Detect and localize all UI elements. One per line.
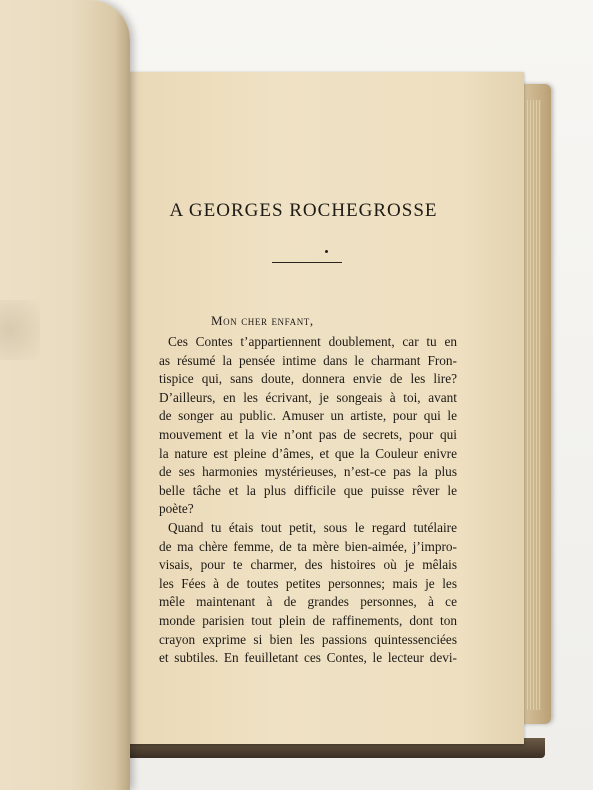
text-line: de ses harmonies mystérieuses, n’est-ce pas la plus: [159, 464, 457, 480]
facing-page-shadow: [0, 300, 40, 360]
text-line: belle tâche et la plus difficile que puisse rêver le: [159, 482, 457, 498]
page-stack-edge: [527, 100, 541, 710]
ornament-dot: [325, 250, 328, 253]
facing-page: [0, 0, 130, 790]
text-line: Ces Contes t’appartiennent doublement, car tu en: [168, 334, 457, 349]
text-line: tispice qui, sans doute, donnera envie de les lire?: [159, 371, 457, 387]
text-line: mêle maintenant à de grandes personnes, à ce: [159, 594, 457, 610]
salutation: Mon cher enfant,: [211, 313, 314, 328]
text-line: les Fées à de toutes petites personnes; mais je les: [159, 575, 457, 591]
dedication-title: A GEORGES ROCHEGROSSE: [169, 200, 438, 221]
text-line: crayon exprime si bien les passions quintessenciées: [159, 631, 457, 647]
text-line: monde parisien tout plein de raffinements, dont ton: [159, 612, 457, 628]
text-line: D’ailleurs, en les écrivant, je songeais à toi, avant: [159, 389, 457, 405]
text-line: visais, pour te charmer, des histoires où je mêlais: [159, 557, 457, 573]
text-line: poète?: [159, 501, 194, 517]
text-line: mouvement et la vie n’ont pas de secrets, pour qui: [159, 426, 457, 442]
text-line: de ma chère femme, de ta mère bien-aimée, j’impro-: [159, 538, 457, 554]
title-rule: [272, 262, 342, 263]
text-line: Quand tu étais tout petit, sous le regard tutélaire: [168, 519, 457, 535]
text-line: la nature est pleine d’âmes, et que la Couleur enivre: [159, 445, 457, 461]
text-line: et subtiles. En feuilletant ces Contes, le lecteur devi-: [159, 650, 457, 666]
text-line: de songer au public. Amuser un artiste, pour qui le: [159, 408, 457, 424]
body-text: [159, 333, 457, 668]
text-line: as résumé la pensée intime dans le charmant Fron-: [159, 352, 457, 368]
